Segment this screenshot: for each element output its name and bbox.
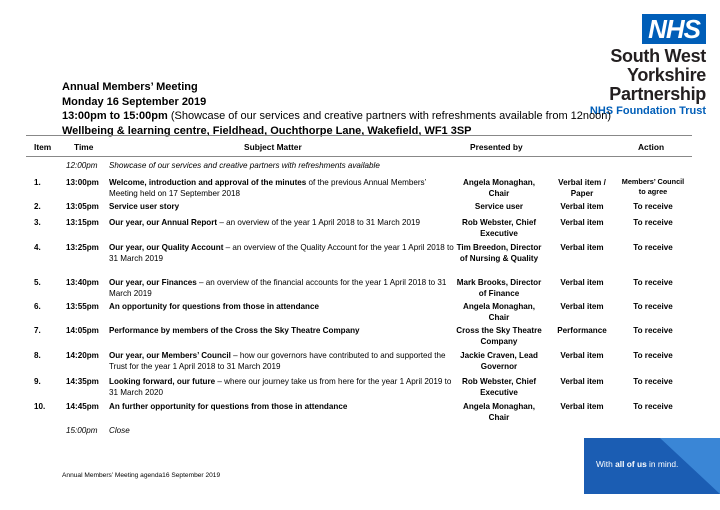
agenda-time: 13:05pm bbox=[66, 202, 99, 211]
agenda-time: 14:20pm bbox=[66, 351, 99, 360]
agenda-item-type: Verbal item bbox=[560, 402, 604, 411]
agenda-presenter: Cross the Sky Theatre Company bbox=[456, 326, 542, 346]
column-header-time: Time bbox=[74, 142, 94, 152]
agenda-subject bbox=[109, 401, 454, 412]
agenda-subject-title: Service user story bbox=[109, 202, 180, 211]
footer-text: Annual Members’ Meeting agenda16 September 2019 bbox=[62, 472, 221, 479]
agenda-item-number: 3. bbox=[34, 218, 41, 227]
agenda-subject-title: Our year, our Members’ Council bbox=[109, 351, 231, 360]
agenda-time: 13:25pm bbox=[66, 243, 99, 252]
agenda-subject bbox=[109, 301, 454, 312]
agenda-item-number: 2. bbox=[34, 202, 41, 211]
agenda-item-type: Verbal item bbox=[560, 278, 604, 287]
agenda-subject-title: Our year, our Quality Account bbox=[109, 243, 224, 252]
column-header-action: Action bbox=[638, 142, 665, 152]
agenda-subject-detail: – an overview of the financial accounts for the year 1 April 2018 to 31 March 2019 bbox=[109, 278, 447, 298]
agenda-item-number: 5. bbox=[34, 278, 41, 287]
agenda-subject-title: Our year, our Finances bbox=[109, 278, 197, 287]
agenda-action: To receive bbox=[633, 202, 673, 211]
meeting-venue: Wellbeing & learning centre, Fieldhead, Ouchthorpe Lane, Wakefield, WF1 3SP bbox=[62, 124, 472, 137]
agenda-time: 13:40pm bbox=[66, 278, 99, 287]
agenda-action: To receive bbox=[633, 402, 673, 411]
agenda-subject-detail: of the previous Annual Members’ Meeting held on 17 September 2018 bbox=[109, 178, 427, 198]
agenda-item-number: 8. bbox=[34, 351, 41, 360]
intro-time: 12:00pm bbox=[66, 161, 98, 170]
agenda-subject bbox=[109, 242, 454, 264]
agenda-item-type: Verbal item bbox=[560, 377, 604, 386]
agenda-presenter: Service user bbox=[474, 202, 524, 211]
agenda-action: To receive bbox=[633, 218, 673, 227]
org-name-line1: South West bbox=[610, 46, 706, 66]
agenda-presenter: Angela Monaghan, Chair bbox=[463, 302, 535, 322]
agenda-presenter: Rob Webster, Chief Executive bbox=[461, 218, 537, 238]
column-header-item: Item bbox=[34, 142, 52, 152]
agenda-subject-detail: – an overview of the year 1 April 2018 to 31 March 2019 bbox=[217, 218, 421, 227]
agenda-subject bbox=[109, 177, 454, 199]
agenda-item-type: Performance bbox=[557, 326, 607, 335]
agenda-item-type: Verbal item bbox=[560, 351, 604, 360]
meeting-time-line bbox=[62, 109, 611, 124]
agenda-item-number: 1. bbox=[34, 178, 41, 187]
meeting-header bbox=[62, 80, 611, 138]
column-header-subject: Subject Matter bbox=[244, 142, 302, 152]
agenda-subject bbox=[109, 350, 454, 372]
agenda-presenter: Angela Monaghan, Chair bbox=[463, 178, 535, 198]
agenda-subject-title: An opportunity for questions from those in attendance bbox=[109, 302, 319, 311]
agenda-item-number: 9. bbox=[34, 377, 41, 386]
header-bottom-divider bbox=[26, 156, 692, 157]
agenda-subject-title: Our year, our Annual Report bbox=[109, 218, 218, 227]
agenda-presenter: Mark Brooks, Director of Finance bbox=[456, 278, 542, 298]
agenda-subject bbox=[109, 201, 454, 212]
agenda-item-type: Verbal item bbox=[560, 218, 604, 227]
agenda-time: 14:05pm bbox=[66, 326, 99, 335]
agenda-item-type: Verbal item bbox=[560, 243, 604, 252]
meeting-title: Annual Members’ Meeting bbox=[62, 81, 198, 93]
banner-emphasis: all of us bbox=[615, 459, 647, 469]
agenda-subject bbox=[109, 376, 454, 398]
campaign-banner bbox=[584, 438, 720, 494]
agenda-item-number: 7. bbox=[34, 326, 41, 335]
header-top-divider bbox=[26, 135, 692, 136]
agenda-action: To receive bbox=[633, 351, 673, 360]
agenda-subject-title: An further opportunity for questions from those in attendance bbox=[109, 402, 348, 411]
agenda-subject bbox=[109, 217, 454, 228]
meeting-date: Monday 16 September 2019 bbox=[62, 95, 207, 108]
agenda-subject-title: Performance by members of the Cross the Sky Theatre Company bbox=[109, 326, 360, 335]
agenda-item-type: Verbal item bbox=[560, 302, 604, 311]
agenda-subject-detail: – where our journey take us from here for the year 1 April 2019 to 31 March 2020 bbox=[109, 377, 452, 397]
agenda-subject bbox=[109, 325, 454, 336]
agenda-subject-detail: – an overview of the Quality Account for the year 1 April 2018 to 31 March 2019 bbox=[109, 243, 454, 263]
agenda-action: To receive bbox=[633, 302, 673, 311]
close-time: 15:00pm bbox=[66, 426, 98, 435]
agenda-time: 13:55pm bbox=[66, 302, 99, 311]
agenda-item-number: 6. bbox=[34, 302, 41, 311]
agenda-item-type: Verbal item bbox=[560, 202, 604, 211]
intro-subject: Showcase of our services and creative partners with refreshments available bbox=[109, 161, 380, 170]
org-name-line2: Yorkshire Partnership bbox=[609, 65, 706, 104]
trust-name: NHS Foundation Trust bbox=[589, 105, 706, 117]
agenda-action: To receive bbox=[633, 278, 673, 287]
agenda-time: 14:45pm bbox=[66, 402, 99, 411]
meeting-time: 13:00pm to 15:00pm bbox=[62, 110, 168, 122]
agenda-presenter: Angela Monaghan, Chair bbox=[463, 402, 535, 422]
agenda-item-type: Verbal item / Paper bbox=[558, 178, 606, 198]
agenda-subject-title: Looking forward, our future bbox=[109, 377, 216, 386]
agenda-item-number: 4. bbox=[34, 243, 41, 252]
agenda-presenter: Jackie Craven, Lead Governor bbox=[460, 351, 538, 371]
agenda-time: 14:35pm bbox=[66, 377, 99, 386]
agenda-action: Members’ Council to agree bbox=[621, 177, 685, 196]
agenda-presenter: Tim Breedon, Director of Nursing & Quality bbox=[456, 243, 542, 263]
close-subject: Close bbox=[109, 426, 130, 435]
meeting-time-note: (Showcase of our services and creative partners with refreshments available from 12noon) bbox=[170, 110, 612, 122]
agenda-action: To receive bbox=[633, 326, 673, 335]
agenda-time: 13:15pm bbox=[66, 218, 99, 227]
column-header-presented-by: Presented by bbox=[470, 142, 523, 152]
nhs-logo-box: NHS bbox=[642, 14, 706, 44]
agenda-presenter: Rob Webster, Chief Executive bbox=[461, 377, 537, 397]
banner-prefix: With bbox=[596, 459, 616, 469]
banner-suffix: in mind. bbox=[646, 459, 679, 469]
agenda-action: To receive bbox=[633, 377, 673, 386]
agenda-subject-detail: – how our governors have contributed to and supported the Trust for the year 1 April 2018 to 31 March 2019 bbox=[109, 351, 446, 371]
agenda-time: 13:00pm bbox=[66, 178, 99, 187]
banner-text bbox=[596, 459, 678, 469]
agenda-subject-title: Welcome, introduction and approval of the minutes bbox=[109, 178, 307, 187]
agenda-action: To receive bbox=[633, 243, 673, 252]
agenda-subject bbox=[109, 277, 454, 299]
agenda-item-number: 10. bbox=[34, 402, 46, 411]
